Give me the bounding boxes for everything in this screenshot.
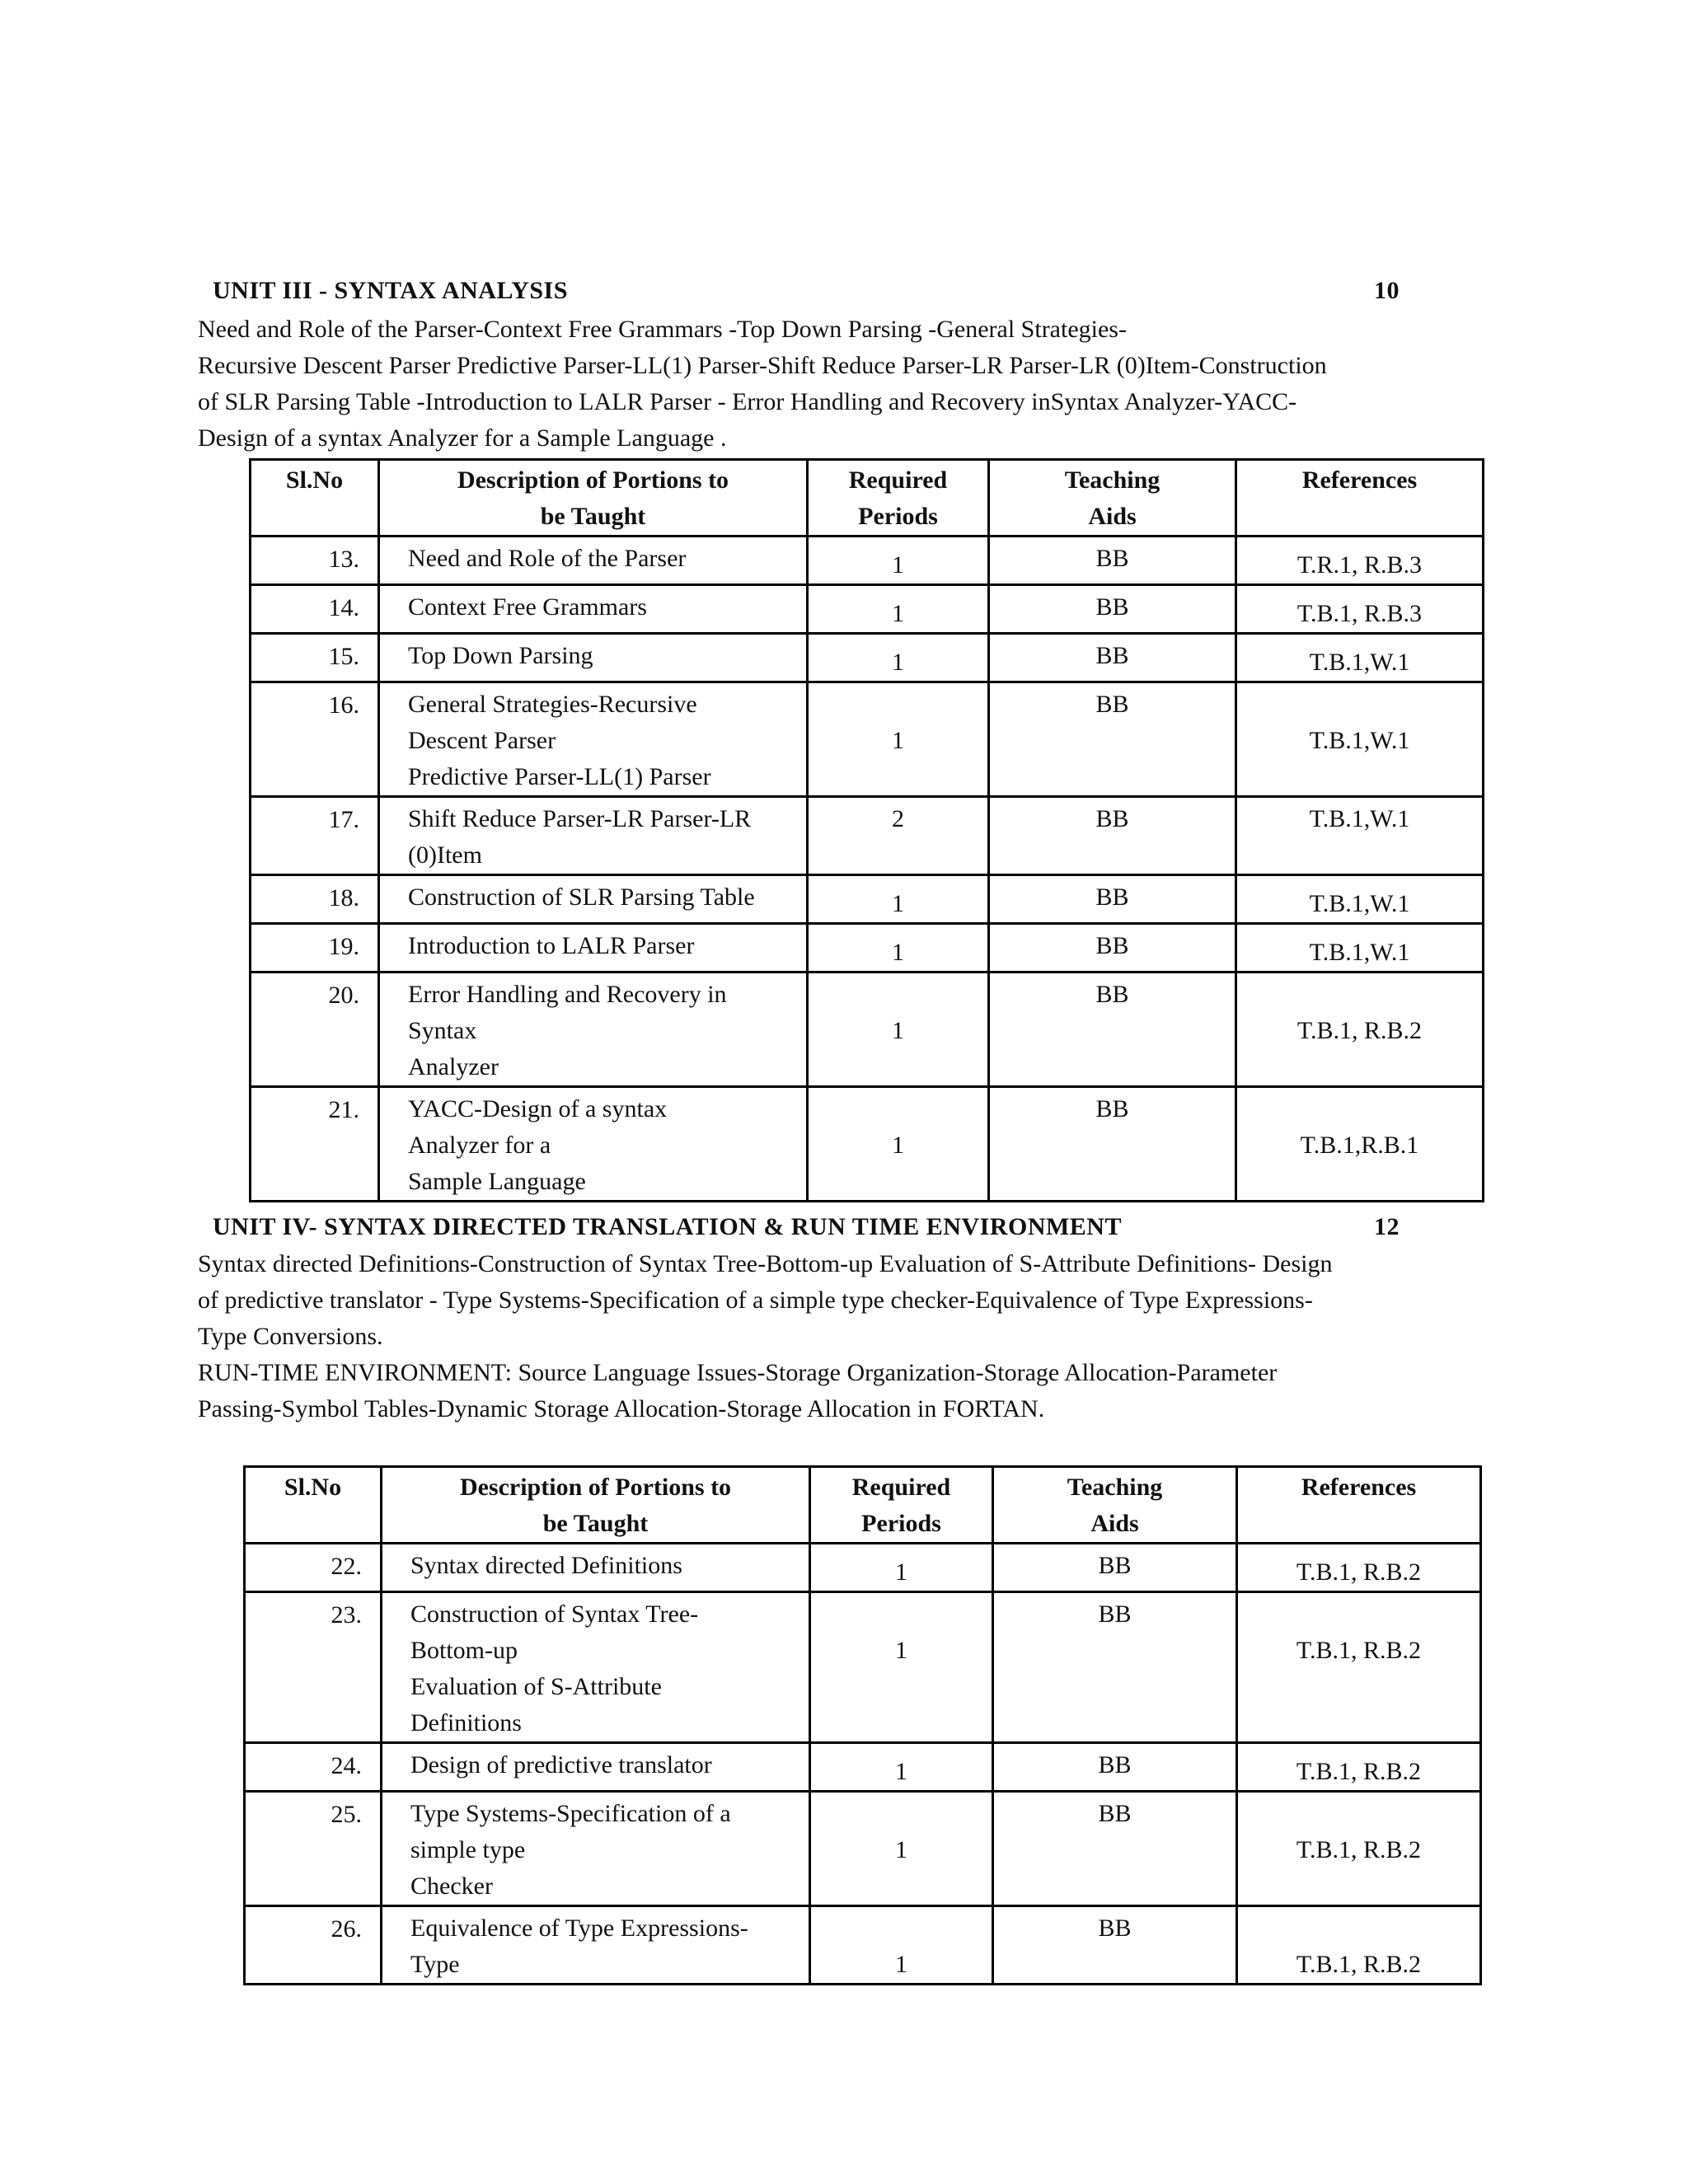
- row-references: T.B.1, R.B.2: [1237, 1743, 1481, 1792]
- row-teaching-aids: BB: [993, 1743, 1237, 1792]
- description-line: Analyzer for a: [408, 1132, 551, 1159]
- row-description: [382, 1792, 810, 1906]
- header-slno: Sl.No: [251, 460, 379, 537]
- row-description: [379, 1087, 808, 1202]
- unit3-heading: UNIT III - SYNTAX ANALYSIS: [213, 277, 568, 304]
- row-periods: 1: [810, 1906, 993, 1985]
- row-references: T.B.1,W.1: [1236, 924, 1484, 972]
- description-line: Introduction to LALR Parser: [408, 932, 695, 959]
- row-description: [382, 1743, 810, 1792]
- row-description: [379, 682, 808, 797]
- table-row: [245, 1906, 1481, 1985]
- description-line: Sample Language: [408, 1168, 586, 1195]
- description-line: Checker: [410, 1872, 493, 1900]
- table-row: [251, 972, 1484, 1087]
- row-teaching-aids: BB: [989, 537, 1236, 585]
- description-line: Type Systems-Specification of a: [410, 1800, 731, 1827]
- table-row: [251, 875, 1484, 924]
- row-number: 14.: [251, 585, 379, 634]
- row-teaching-aids: BB: [989, 1087, 1236, 1202]
- row-periods: 1: [810, 1743, 993, 1792]
- description-line: Need and Role of the Parser: [408, 545, 687, 572]
- row-number: 17.: [251, 797, 379, 875]
- unit4-hours: 12: [1374, 1213, 1400, 1240]
- row-periods: 1: [810, 1592, 993, 1743]
- unit4-desc-line: RUN-TIME ENVIRONMENT: Source Language Issues-Storage Organization-Storage Allocation-Parameter: [198, 1359, 1278, 1386]
- description-line: Top Down Parsing: [408, 642, 593, 669]
- row-references: T.B.1,R.B.1: [1236, 1087, 1484, 1202]
- header-references: References: [1236, 460, 1484, 537]
- description-line: Type: [410, 1951, 460, 1978]
- header-description: Description of Portions to be Taught: [382, 1467, 810, 1544]
- row-references: T.B.1,W.1: [1236, 634, 1484, 682]
- row-teaching-aids: BB: [993, 1544, 1237, 1592]
- description-line: General Strategies-Recursive: [408, 691, 697, 718]
- unit3-desc-line: of SLR Parsing Table -Introduction to LALR Parser - Error Handling and Recovery inSyntax Analyzer-YACC-: [198, 388, 1297, 415]
- table-row: [251, 1087, 1484, 1202]
- row-references: T.B.1, R.B.3: [1236, 585, 1484, 634]
- row-periods: 1: [808, 585, 989, 634]
- unit3-desc-line: Recursive Descent Parser Predictive Parser-LL(1) Parser-Shift Reduce Parser-LR Parser-LR (0)Item-Construction: [198, 352, 1327, 379]
- description-line: Syntax directed Definitions: [410, 1552, 682, 1579]
- header-periods: Required Periods: [808, 460, 989, 537]
- row-description: [379, 634, 808, 682]
- table-header-row: [251, 460, 1484, 537]
- row-number: 20.: [251, 972, 379, 1087]
- table-row: [245, 1792, 1481, 1906]
- header-aids: Teaching Aids: [993, 1467, 1237, 1544]
- unit3-heading-row: [213, 277, 1432, 305]
- row-number: 19.: [251, 924, 379, 972]
- row-teaching-aids: BB: [989, 585, 1236, 634]
- row-periods: 1: [808, 972, 989, 1087]
- row-references: T.B.1, R.B.2: [1237, 1544, 1481, 1592]
- unit4-desc-line: Syntax directed Definitions-Construction of Syntax Tree-Bottom-up Evaluation of S-Attribute Definitions- Design: [198, 1250, 1333, 1277]
- description-line: Error Handling and Recovery in: [408, 981, 727, 1008]
- row-number: 15.: [251, 634, 379, 682]
- row-number: 21.: [251, 1087, 379, 1202]
- description-line: Construction of Syntax Tree-: [410, 1601, 699, 1628]
- row-number: 23.: [245, 1592, 382, 1743]
- description-line: Shift Reduce Parser-LR Parser-LR: [408, 805, 752, 832]
- row-teaching-aids: BB: [993, 1792, 1237, 1906]
- row-periods: 2: [808, 797, 989, 875]
- row-description: [379, 797, 808, 875]
- table-row: [245, 1592, 1481, 1743]
- row-description: [382, 1544, 810, 1592]
- table-row: [251, 585, 1484, 634]
- header-aids: Teaching Aids: [989, 460, 1236, 537]
- description-line: Evaluation of S-Attribute: [410, 1673, 662, 1700]
- row-description: [379, 585, 808, 634]
- unit4-heading-row: [213, 1213, 1432, 1241]
- unit4-desc-line: Passing-Symbol Tables-Dynamic Storage Allocation-Storage Allocation in FORTAN.: [198, 1395, 1045, 1422]
- row-references: T.B.1, R.B.2: [1237, 1792, 1481, 1906]
- table-row: [251, 797, 1484, 875]
- table-row: [251, 634, 1484, 682]
- unit3-table: [249, 458, 1484, 1202]
- row-periods: 1: [808, 924, 989, 972]
- table-row: [245, 1544, 1481, 1592]
- header-references: References: [1237, 1467, 1481, 1544]
- row-references: T.B.1, R.B.2: [1236, 972, 1484, 1087]
- unit3-hours: 10: [1374, 277, 1400, 304]
- description-line: simple type: [410, 1836, 526, 1863]
- row-teaching-aids: BB: [989, 972, 1236, 1087]
- row-references: T.B.1, R.B.2: [1237, 1592, 1481, 1743]
- row-teaching-aids: BB: [989, 875, 1236, 924]
- header-periods: Required Periods: [810, 1467, 993, 1544]
- row-periods: 1: [810, 1792, 993, 1906]
- table-row: [251, 682, 1484, 797]
- description-line: YACC-Design of a syntax: [408, 1095, 668, 1122]
- header-description: Description of Portions to be Taught: [379, 460, 808, 537]
- unit3-description: [198, 312, 1484, 457]
- row-number: 25.: [245, 1792, 382, 1906]
- row-number: 18.: [251, 875, 379, 924]
- description-line: Bottom-up: [410, 1637, 518, 1664]
- table-header-row: [245, 1467, 1481, 1544]
- row-periods: 1: [808, 682, 989, 797]
- row-periods: 1: [808, 537, 989, 585]
- description-line: Design of predictive translator: [410, 1751, 712, 1779]
- row-number: 26.: [245, 1906, 382, 1985]
- row-references: T.B.1,W.1: [1236, 682, 1484, 797]
- description-line: Context Free Grammars: [408, 593, 647, 621]
- header-slno: Sl.No: [245, 1467, 382, 1544]
- description-line: Construction of SLR Parsing Table: [408, 883, 755, 911]
- row-periods: 1: [810, 1544, 993, 1592]
- row-teaching-aids: BB: [989, 682, 1236, 797]
- row-teaching-aids: BB: [993, 1906, 1237, 1985]
- unit4-description: [198, 1246, 1484, 1427]
- unit3-desc-line: Need and Role of the Parser-Context Free Grammars -Top Down Parsing -General Strategies-: [198, 316, 1127, 343]
- unit4-desc-line: Type Conversions.: [198, 1323, 383, 1350]
- description-line: Descent Parser: [408, 727, 556, 754]
- table-row: [245, 1743, 1481, 1792]
- row-description: [379, 537, 808, 585]
- description-line: Predictive Parser-LL(1) Parser: [408, 763, 711, 790]
- unit4-table: [243, 1465, 1482, 1985]
- row-periods: 1: [808, 634, 989, 682]
- row-references: T.R.1, R.B.3: [1236, 537, 1484, 585]
- row-number: 13.: [251, 537, 379, 585]
- description-line: Definitions: [410, 1709, 522, 1736]
- unit4-desc-line: of predictive translator - Type Systems-Specification of a simple type checker-Equivalence of Type Expressions-: [198, 1286, 1313, 1314]
- row-description: [379, 972, 808, 1087]
- row-number: 16.: [251, 682, 379, 797]
- row-description: [382, 1906, 810, 1985]
- row-teaching-aids: BB: [989, 797, 1236, 875]
- description-line: (0)Item: [408, 841, 482, 869]
- row-teaching-aids: BB: [989, 924, 1236, 972]
- table-row: [251, 537, 1484, 585]
- unit4-heading: UNIT IV- SYNTAX DIRECTED TRANSLATION & RUN TIME ENVIRONMENT: [213, 1213, 1122, 1240]
- row-description: [379, 924, 808, 972]
- description-line: Equivalence of Type Expressions-: [410, 1915, 748, 1942]
- table-row: [251, 924, 1484, 972]
- row-number: 22.: [245, 1544, 382, 1592]
- row-teaching-aids: BB: [993, 1592, 1237, 1743]
- row-periods: 1: [808, 875, 989, 924]
- row-references: T.B.1,W.1: [1236, 875, 1484, 924]
- row-periods: 1: [808, 1087, 989, 1202]
- row-description: [379, 875, 808, 924]
- row-description: [382, 1592, 810, 1743]
- row-number: 24.: [245, 1743, 382, 1792]
- row-teaching-aids: BB: [989, 634, 1236, 682]
- row-references: T.B.1,W.1: [1236, 797, 1484, 875]
- description-line: Syntax: [408, 1017, 477, 1044]
- row-references: T.B.1, R.B.2: [1237, 1906, 1481, 1985]
- unit3-desc-line: Design of a syntax Analyzer for a Sample Language .: [198, 424, 727, 452]
- description-line: Analyzer: [408, 1053, 499, 1080]
